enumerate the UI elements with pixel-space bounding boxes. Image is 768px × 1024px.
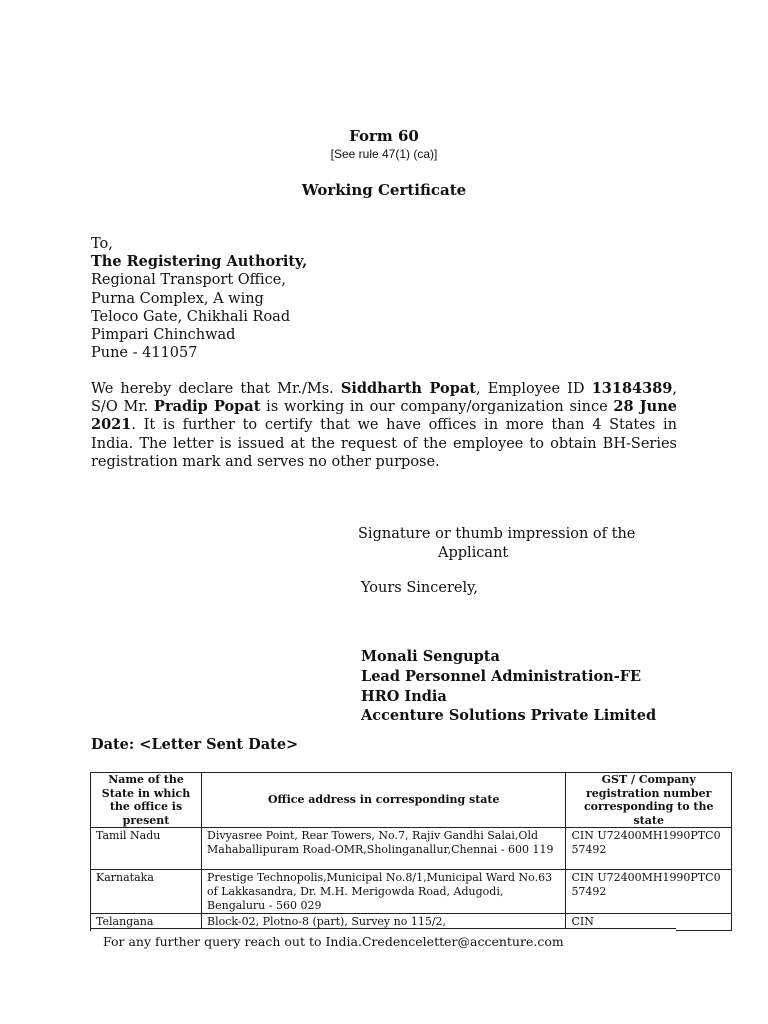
office-table [90, 772, 732, 931]
table-row [91, 828, 732, 870]
address-line: Purna Complex, A wing [91, 290, 264, 307]
declaration-paragraph [91, 380, 677, 471]
signer-department: HRO India [361, 687, 447, 705]
form-title: Form 60 [349, 127, 419, 145]
recipient-name: The Registering Authority, [91, 253, 308, 271]
declaration-text: We hereby declare that Mr./Ms. [91, 381, 341, 397]
address-cell: Prestige Technopolis,Municipal No.8/1,Municipal Ward No.63 of Lakkasandra, Dr. M.H. Merigowda Road, Adugodi, Bengaluru - 560 029 [202, 870, 566, 914]
address-line: Regional Transport Office, [91, 272, 286, 289]
registration-cell: CIN [566, 914, 732, 931]
declaration-text: is working in our company/organization since [260, 399, 614, 416]
father-name: Pradip Popat [154, 398, 261, 416]
address-line: Teloco Gate, Chikhali Road [91, 308, 291, 325]
employee-id: 13184389 [591, 380, 673, 397]
column-header-registration: GST / Company registration number corresponding to the state [566, 773, 732, 828]
declaration-text: , Employee ID [475, 381, 592, 397]
state-cell: Telangana [91, 914, 202, 931]
registration-cell: CIN U72400MH1990PTC057492 [566, 828, 732, 870]
salutation: To, [91, 236, 113, 252]
closing-phrase: Yours Sincerely, [361, 580, 478, 596]
address-line: Pune - 411057 [91, 345, 198, 362]
signer-company: Accenture Solutions Private Limited [361, 707, 657, 725]
joining-date: 28 June 2021 [91, 398, 677, 434]
rule-reference: [See rule 47(1) (ca)] [330, 147, 438, 161]
signer-block [361, 647, 656, 726]
address-cell: Block-02, Plotno-8 (part), Survey no 115/2, [202, 914, 566, 931]
signer-name: Monali Sengupta [361, 648, 500, 665]
certificate-title: Working Certificate [301, 181, 467, 199]
signature-label: Signature or thumb impression of the [358, 526, 636, 542]
declaration-text: . It is further to certify that we have offices in more than 4 States in India. The letter is issued at the request of the employee to obtain BH-Series registration mark and serves no other purpose. [91, 417, 677, 470]
employee-name: Siddharth Popat [340, 380, 476, 397]
applicant-signature-block [358, 525, 635, 562]
column-header-address: Office address in corresponding state [202, 773, 566, 828]
registration-cell: CIN U72400MH1990PTC057492 [566, 870, 732, 914]
address-line: Pimpari Chinchwad [91, 327, 236, 344]
footer-note [91, 928, 676, 955]
recipient-address [91, 235, 307, 362]
state-cell: Karnataka [91, 870, 202, 914]
address-cell: Divyasree Point, Rear Towers, No.7, Rajiv Gandhi Salai,Old Mahaballipuram Road-OMR,Sholinganallur,Chennai - 600 119 [202, 828, 566, 870]
column-header-state: Name of the State in which the office is present [91, 773, 202, 828]
table-header-row [91, 773, 732, 828]
declaration-text: , S/O Mr. [91, 381, 678, 416]
table-row [91, 870, 732, 914]
applicant-label: Applicant [438, 544, 509, 561]
date-line: Date: <Letter Sent Date> [91, 736, 299, 753]
state-cell: Tamil Nadu [91, 828, 202, 870]
footer-text: For any further query reach out to India.Credenceletter@accenture.com [103, 934, 564, 949]
signer-title: Lead Personnel Administration-FE [361, 667, 642, 685]
